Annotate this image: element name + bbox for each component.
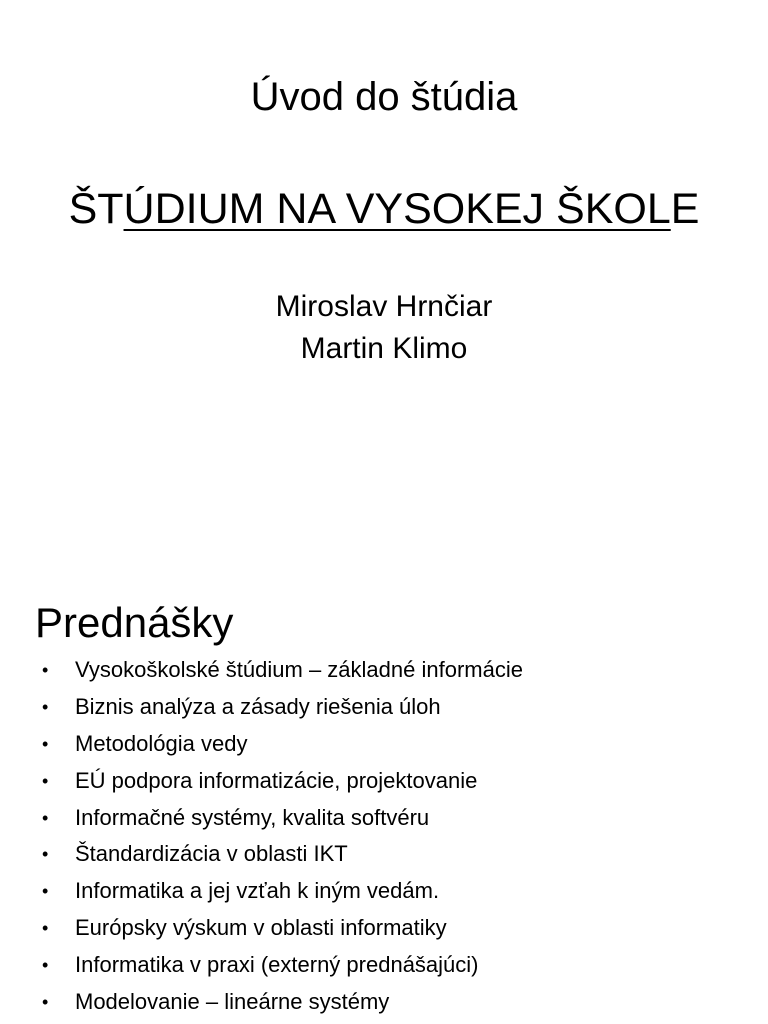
bullet-icon: • [42,696,49,717]
lecture-text: Informatika a jej vzťah k iným vedám. [75,878,440,904]
bullet-icon: • [42,918,49,939]
main-title-underlined: ÚDIUM NA VYSOKEJ ŠKOL [123,185,671,233]
author-name: Martin Klimo [300,332,468,365]
bullet-icon: • [42,955,49,976]
lecture-text: Informatika v praxi (externý prednášajúci) [75,952,479,978]
bullet-icon: • [42,881,49,902]
bullet-icon: • [42,844,49,865]
lecture-text: Modelovanie – lineárne systémy [75,989,390,1015]
lecture-text: Informačné systémy, kvalita softvéru [75,804,430,830]
lecture-text: Štandardizácia v oblasti IKT [75,841,348,867]
lecture-text: Biznis analýza a zásady riešenia úloh [75,693,441,719]
lecture-text: Európsky výskum v oblasti informatiky [75,915,447,941]
bullet-icon: • [42,660,49,680]
lecture-text: Vysokoškolské štúdium – základné informácie [75,657,523,682]
bullet-icon: • [42,770,49,791]
lecture-text: Metodológia vedy [75,730,248,756]
lecture-text: EÚ podpora informatizácie, projektovanie [75,767,478,793]
author-name: Miroslav Hrnčiar [275,290,493,323]
bullet-icon: • [42,733,49,754]
lectures-slide [0,512,768,1024]
main-title-suffix: E [670,185,700,233]
main-title-prefix: ŠT [68,185,124,233]
lectures-heading: Prednášky [35,599,234,646]
bullet-icon: • [42,992,49,1013]
bullet-icon: • [42,807,49,828]
course-title: Úvod do štúdia [250,75,518,119]
main-title [0,184,768,234]
